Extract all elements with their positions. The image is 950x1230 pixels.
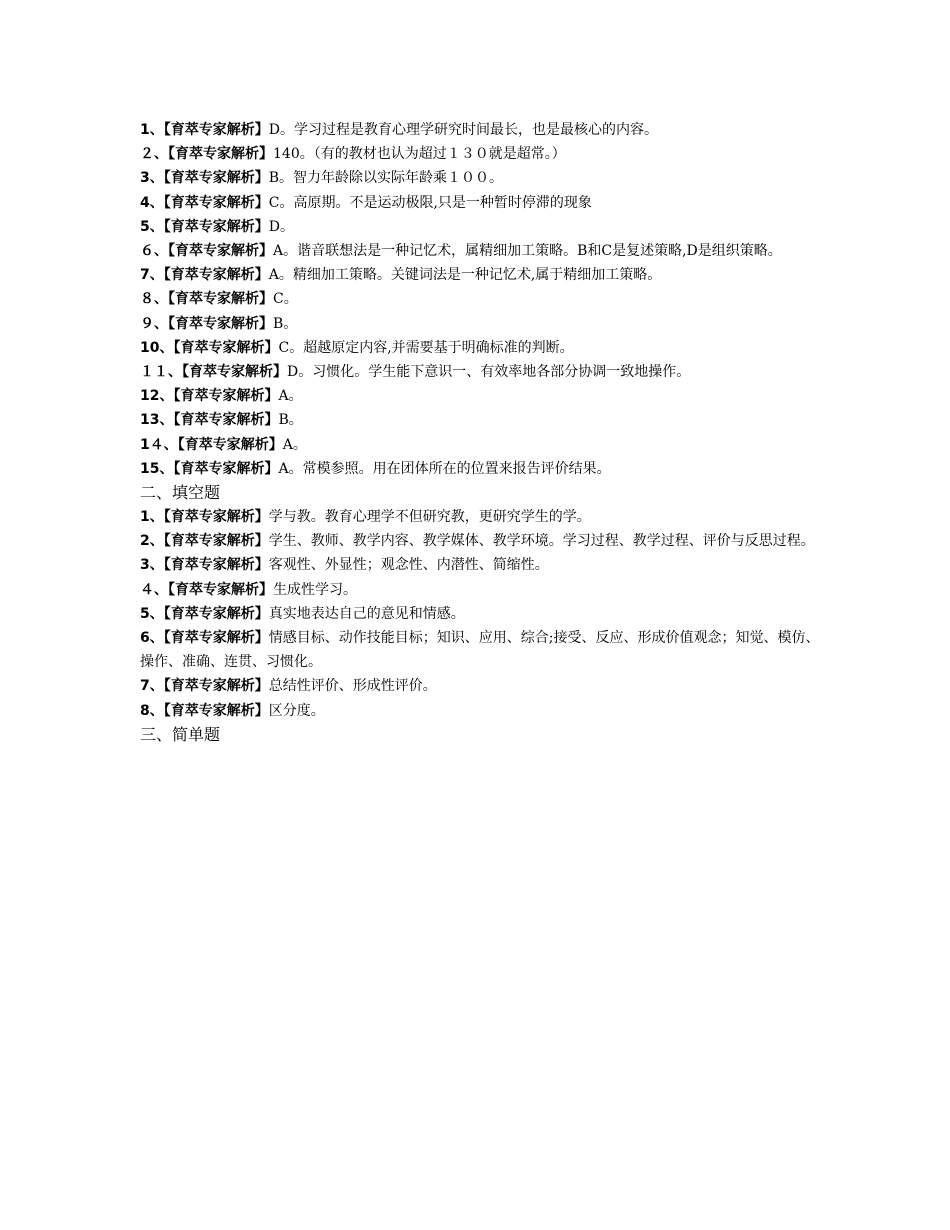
item-text: 生成性学习。	[273, 581, 357, 598]
item-number: 13、	[140, 412, 174, 429]
list-item	[140, 699, 820, 723]
list-item	[140, 626, 820, 674]
section-heading-fill-blank: 二、填空题	[140, 483, 221, 503]
item-tag: 【育萃专家解析】	[177, 436, 283, 453]
list-item	[140, 578, 820, 602]
item-tag: 【育萃专家解析】	[163, 702, 269, 719]
item-text: 客观性、外显性；观念性、内潜性、简缩性。	[268, 557, 549, 574]
item-number: 6、	[140, 630, 164, 647]
item-tag: 【育萃专家解析】	[163, 557, 269, 574]
item-tag: 【育萃专家解析】	[163, 194, 269, 211]
section-heading-short-answer: 三、简单题	[140, 724, 221, 744]
item-number: 10、	[140, 339, 174, 356]
list-item	[140, 191, 820, 215]
list-item	[140, 674, 820, 698]
item-text: C。高原期。不是运动极限,只是一种暂时停滞的现象	[268, 194, 592, 211]
item-tag: 【育萃专家解析】	[163, 509, 269, 526]
list-item	[140, 602, 820, 626]
item-tag: 【育萃专家解析】	[163, 267, 269, 284]
item-text: 情感目标、动作技能目标；知识、应用、综合;接受、反应、形成价值观念；知觉、模仿、操作、准确、连贯、习惯化。	[140, 630, 820, 671]
item-tag: 【育萃专家解析】	[163, 630, 269, 647]
item-tag: 【育萃专家解析】	[168, 243, 273, 260]
item-tag: 【育萃专家解析】	[163, 533, 269, 550]
item-text: C。超越原定内容,并需要基于明确标准的判断。	[278, 339, 574, 356]
item-text: 区分度。	[268, 702, 325, 719]
list-item	[140, 166, 820, 190]
list-item	[140, 287, 820, 311]
item-number: 4、	[140, 194, 164, 211]
item-tag: 【育萃专家解析】	[163, 170, 269, 187]
item-text: 学与教。教育心理学不但研究教，更研究学生的学。	[268, 509, 591, 526]
list-item	[140, 336, 820, 360]
item-tag: 【育萃专家解析】	[163, 218, 269, 235]
item-number: ６、	[140, 243, 168, 260]
section-choice-answers	[140, 118, 820, 481]
item-text: A。	[278, 388, 303, 405]
item-number: １１、	[140, 364, 182, 381]
section-fill-blank-answers	[140, 505, 820, 723]
item-number: 1、	[140, 122, 164, 138]
item-tag: 【育萃专家解析】	[168, 146, 273, 163]
item-number: 1、	[140, 509, 164, 526]
list-item	[140, 457, 820, 481]
list-item	[140, 384, 820, 408]
item-number: 15、	[140, 460, 174, 477]
list-item	[140, 360, 820, 384]
list-item	[140, 529, 820, 553]
list-item	[140, 312, 820, 336]
list-item	[140, 505, 820, 529]
item-number: 5、	[140, 218, 164, 235]
item-tag: 【育萃专家解析】	[173, 412, 279, 429]
list-item	[140, 215, 820, 239]
item-number: 3、	[140, 170, 164, 187]
item-text: 总结性评价、形成性评价。	[268, 678, 437, 695]
item-text: B。	[278, 412, 303, 429]
item-text: 学生、教师、教学内容、教学媒体、教学环境。学习过程、教学过程、评价与反思过程。	[268, 533, 815, 550]
item-text: C。	[273, 291, 298, 308]
list-item	[140, 263, 820, 287]
item-number: 2、	[140, 533, 164, 550]
item-text: 140。（有的教材也认为超过１３０就是超常。）	[273, 146, 566, 163]
item-tag: 【育萃专家解析】	[168, 315, 273, 332]
item-text: A。精细加工策略。关键词法是一种记忆术,属于精细加工策略。	[268, 267, 662, 284]
item-number: 3、	[140, 557, 164, 574]
item-text: A。常模参照。用在团体所在的位置来报告评价结果。	[278, 460, 611, 477]
item-number: 12、	[140, 388, 174, 405]
item-number: ９、	[140, 315, 168, 332]
item-text: D。学习过程是教育心理学研究时间最长，也是最核心的内容。	[268, 122, 658, 138]
item-tag: 【育萃专家解析】	[168, 291, 273, 308]
item-number: 7、	[140, 267, 164, 284]
list-item	[140, 553, 820, 577]
item-tag: 【育萃专家解析】	[168, 581, 273, 598]
item-text: B。	[273, 315, 298, 332]
item-number: 5、	[140, 605, 164, 622]
item-text: D。习惯化。学生能下意识一、有效率地各部分协调一致地操作。	[287, 364, 691, 381]
item-tag: 【育萃专家解析】	[173, 388, 279, 405]
item-number: ４、	[140, 581, 168, 598]
item-text: A。谐音联想法是一种记忆术，属精细加工策略。B和C是复述策略,D是组织策略。	[273, 243, 782, 260]
item-tag: 【育萃专家解析】	[163, 122, 269, 138]
item-tag: 【育萃专家解析】	[182, 364, 287, 381]
answer-content	[140, 118, 820, 747]
list-item	[140, 142, 820, 166]
list-item	[140, 433, 820, 457]
item-number: 8、	[140, 702, 164, 719]
list-item	[140, 118, 820, 142]
item-tag: 【育萃专家解析】	[163, 605, 269, 622]
item-text: A。	[282, 436, 307, 453]
item-tag: 【育萃专家解析】	[163, 678, 269, 695]
item-number: 7、	[140, 678, 164, 695]
item-number: ８、	[140, 291, 168, 308]
item-number: ２、	[140, 146, 168, 163]
item-text: 真实地表达自己的意见和情感。	[268, 605, 465, 622]
item-tag: 【育萃专家解析】	[173, 339, 279, 356]
item-text: D。	[268, 218, 294, 235]
item-tag: 【育萃专家解析】	[173, 460, 279, 477]
list-item	[140, 408, 820, 432]
list-item	[140, 239, 820, 263]
item-number: 1４、	[140, 436, 178, 453]
item-text: B。智力年龄除以实际年龄乘１００。	[268, 170, 504, 187]
